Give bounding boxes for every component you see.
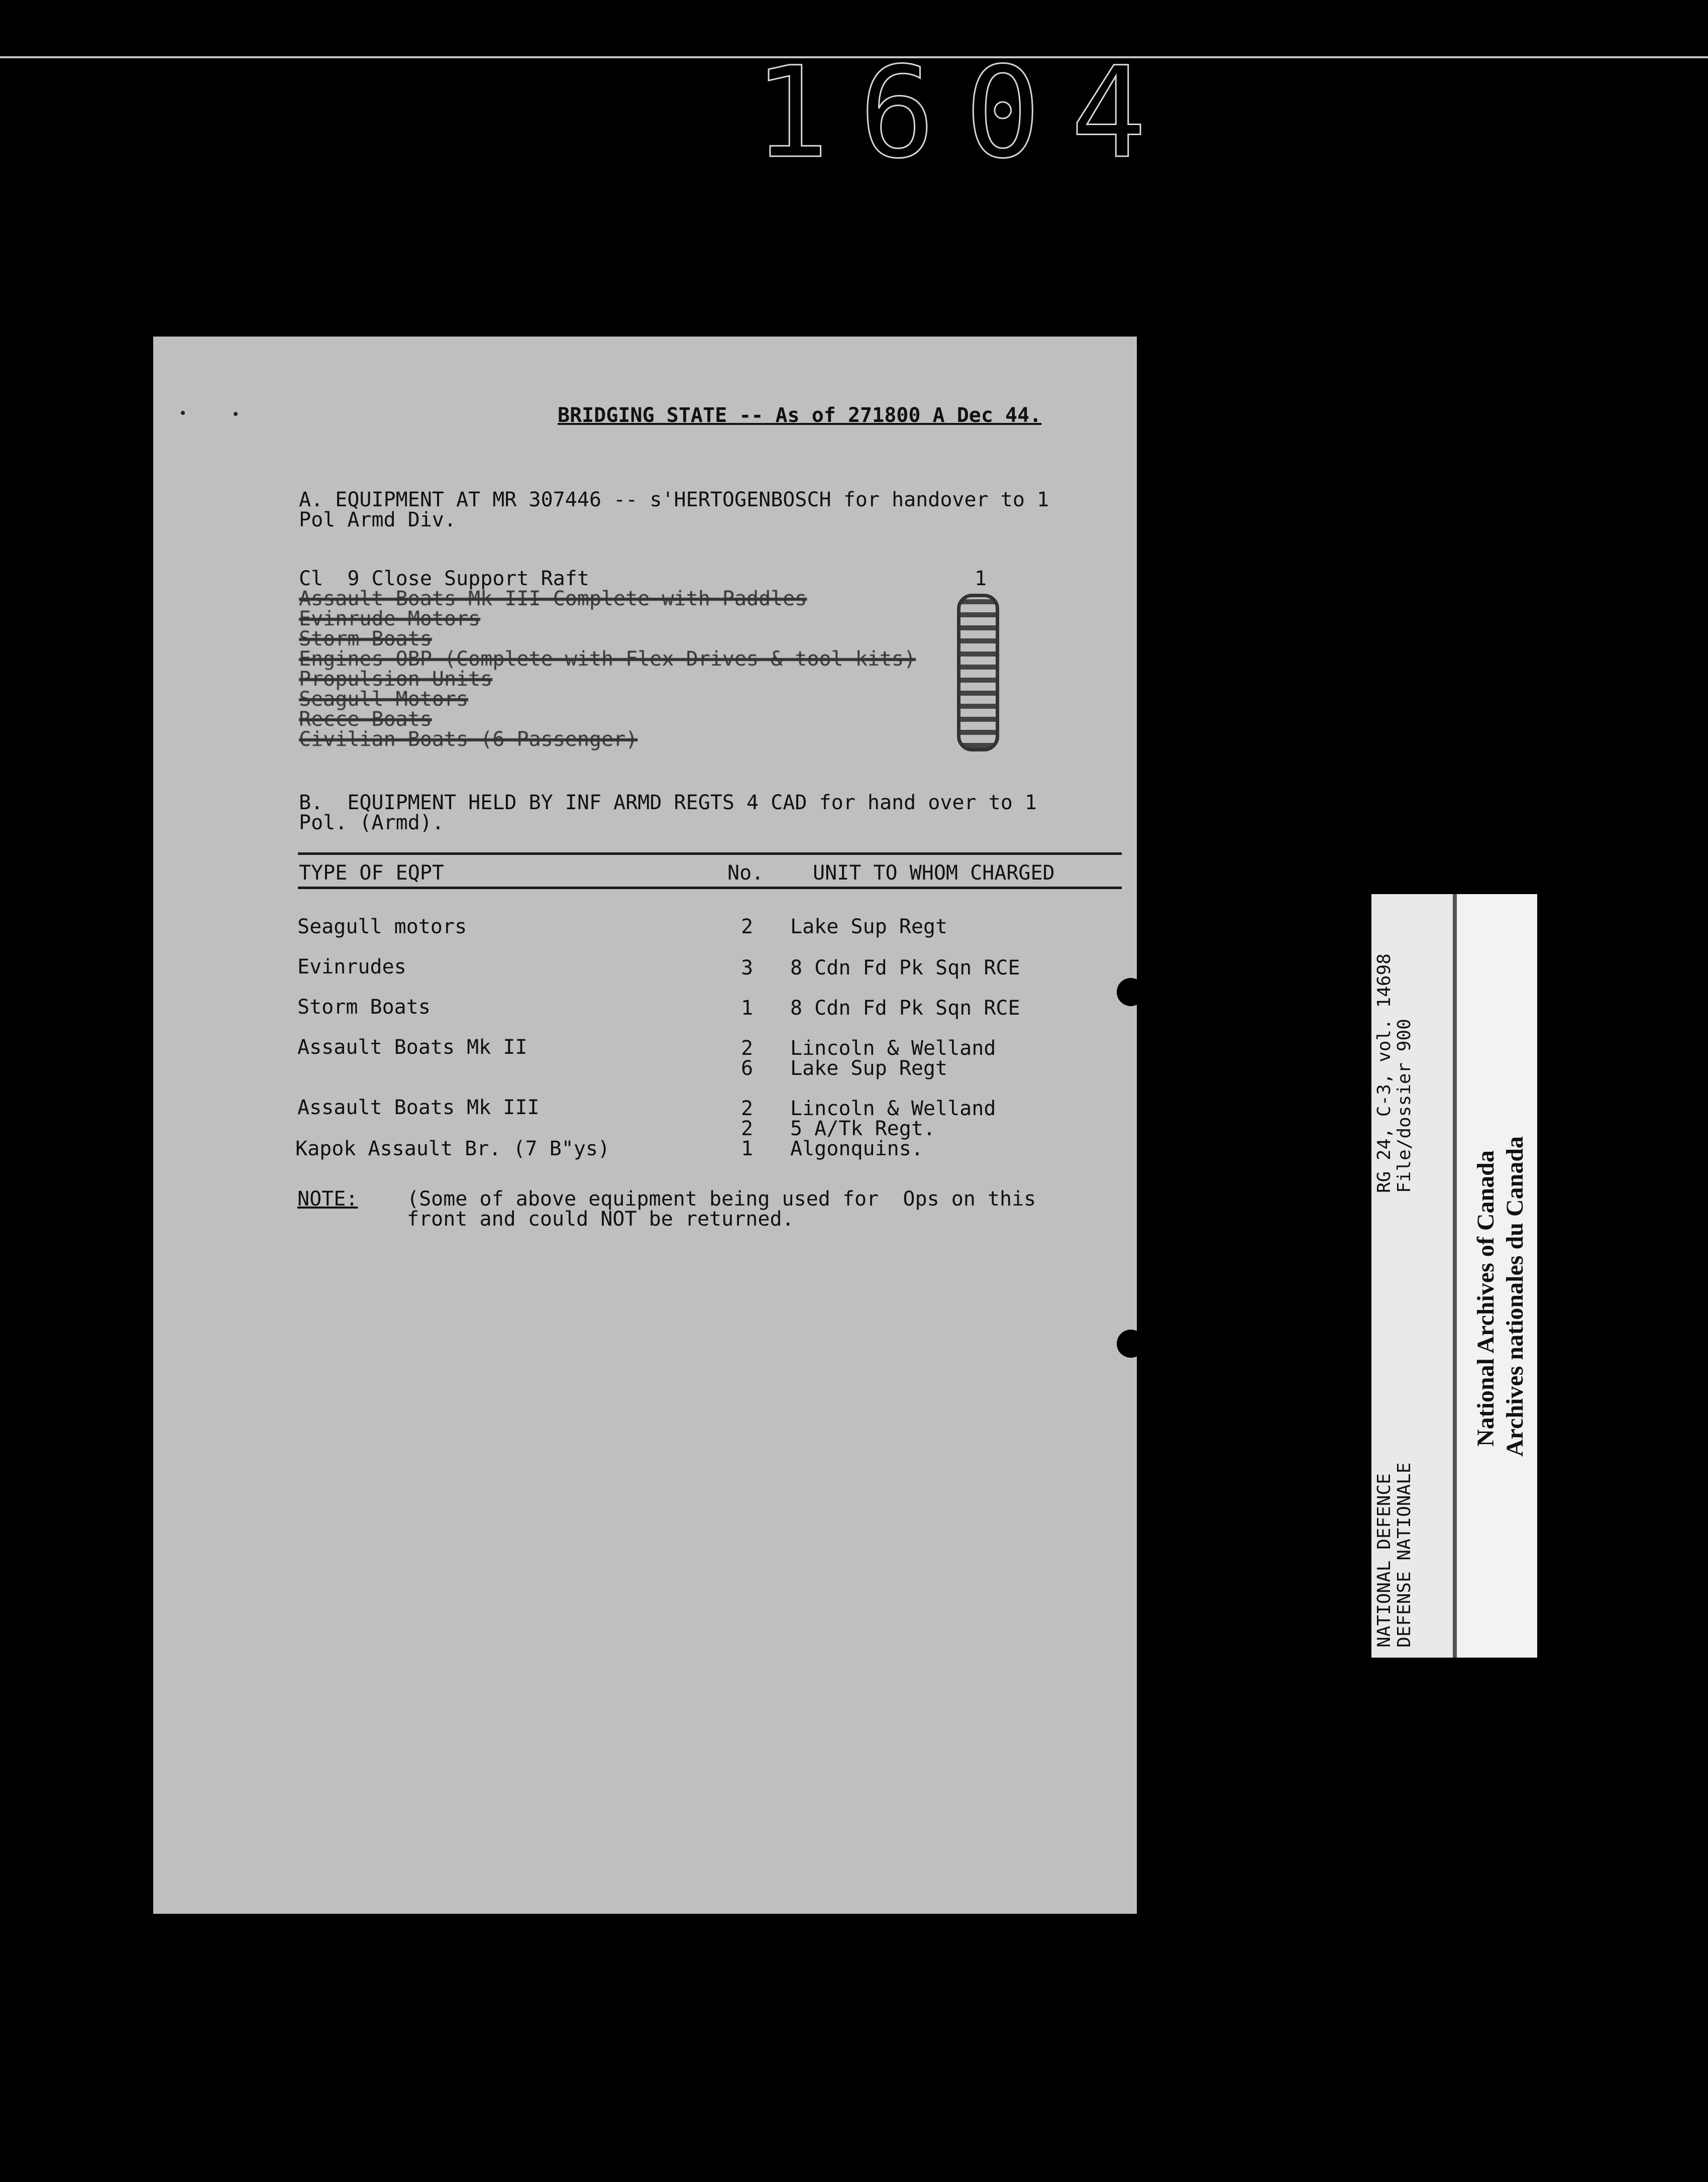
struck-item: Engines OBP (Complete with Flex Drives & tool kits) xyxy=(299,647,916,671)
document-page xyxy=(153,337,1137,1914)
row-unit: 5 A/Tk Regt. xyxy=(790,1117,935,1140)
document-title: BRIDGING STATE -- As of 271800 A Dec 44. xyxy=(558,404,1042,427)
archive-reference-line2: File/dossier 900 xyxy=(1394,1019,1415,1193)
row-type: Assault Boats Mk III xyxy=(297,1096,540,1119)
note-line1: (Some of above equipment being used for Ops on this xyxy=(407,1187,1036,1211)
note-label: NOTE: xyxy=(297,1187,358,1211)
section-a-heading-line2: Pol Armd Div. xyxy=(299,508,457,531)
label-divider xyxy=(1453,894,1457,1658)
struck-item: Recce Boats xyxy=(299,708,432,731)
row-no: 2 xyxy=(741,1037,754,1060)
section-b-heading-line2: Pol. (Armd). xyxy=(299,811,444,834)
archive-name-english: National Archives of Canada xyxy=(1472,1150,1499,1447)
department-line1: NATIONAL DEFENCE xyxy=(1374,1473,1395,1648)
punch-hole xyxy=(1117,1330,1145,1358)
struck-item: Propulsion Units xyxy=(299,668,493,691)
department-line2: DEFENSE NATIONALE xyxy=(1394,1462,1415,1648)
row-unit: 8 Cdn Fd Pk Sqn RCE xyxy=(790,997,1020,1020)
row-unit: Lake Sup Regt xyxy=(790,915,948,938)
section-a-heading-line1: A. EQUIPMENT AT MR 307446 -- s'HERTOGENBOSCH for handover to 1 xyxy=(299,488,1049,511)
table-header-rule xyxy=(298,887,1122,889)
archive-label-card xyxy=(1371,894,1528,1658)
frame-number: 1604 xyxy=(754,40,1177,186)
section-a-first-qty: 1 xyxy=(975,567,987,590)
struck-item: Evinrude Motors xyxy=(299,607,481,630)
struck-item: Storm Boats xyxy=(299,627,432,650)
archive-reference-line1: RG 24, C-3, vol. 14698 xyxy=(1374,953,1395,1193)
section-a-first-item: Cl 9 Close Support Raft xyxy=(299,567,589,590)
speck xyxy=(234,412,238,416)
row-no: 2 xyxy=(741,915,754,938)
row-unit: Lincoln & Welland xyxy=(790,1097,996,1120)
row-no: 1 xyxy=(741,997,754,1020)
row-type: Kapok Assault Br. (7 B"ys) xyxy=(295,1137,610,1160)
row-type: Evinrudes xyxy=(297,955,406,978)
row-no: 1 xyxy=(741,1137,754,1160)
quantity-scribble xyxy=(957,594,999,751)
row-type: Storm Boats xyxy=(297,996,431,1019)
struck-item: Seagull Motors xyxy=(299,688,469,711)
row-no: 2 xyxy=(741,1097,754,1120)
row-no: 3 xyxy=(741,956,754,979)
column-header-unit: UNIT TO WHOM CHARGED xyxy=(813,861,1055,885)
row-unit: Lake Sup Regt xyxy=(790,1057,948,1080)
column-header-no: No. xyxy=(727,861,764,885)
punch-hole xyxy=(1117,978,1145,1006)
row-no: 2 xyxy=(741,1117,754,1140)
row-unit: 8 Cdn Fd Pk Sqn RCE xyxy=(790,956,1020,979)
archive-name-french: Archives nationales du Canada xyxy=(1502,1136,1528,1457)
table-top-rule xyxy=(298,852,1122,855)
struck-item: Assault Boats Mk III Complete with Paddles xyxy=(299,587,807,610)
row-type: Assault Boats Mk II xyxy=(297,1036,527,1059)
section-b-heading-line1: B. EQUIPMENT HELD BY INF ARMD REGTS 4 CAD for hand over to 1 xyxy=(299,791,1037,814)
column-header-type: TYPE OF EQPT xyxy=(299,861,444,885)
row-no: 6 xyxy=(741,1057,754,1080)
row-unit: Lincoln & Welland xyxy=(790,1037,996,1060)
struck-item: Civilian Boats (6 Passenger) xyxy=(299,728,638,751)
note-line2: front and could NOT be returned. xyxy=(407,1208,794,1231)
row-type: Seagull motors xyxy=(297,915,467,938)
row-unit: Algonquins. xyxy=(790,1137,923,1160)
speck xyxy=(181,411,185,415)
